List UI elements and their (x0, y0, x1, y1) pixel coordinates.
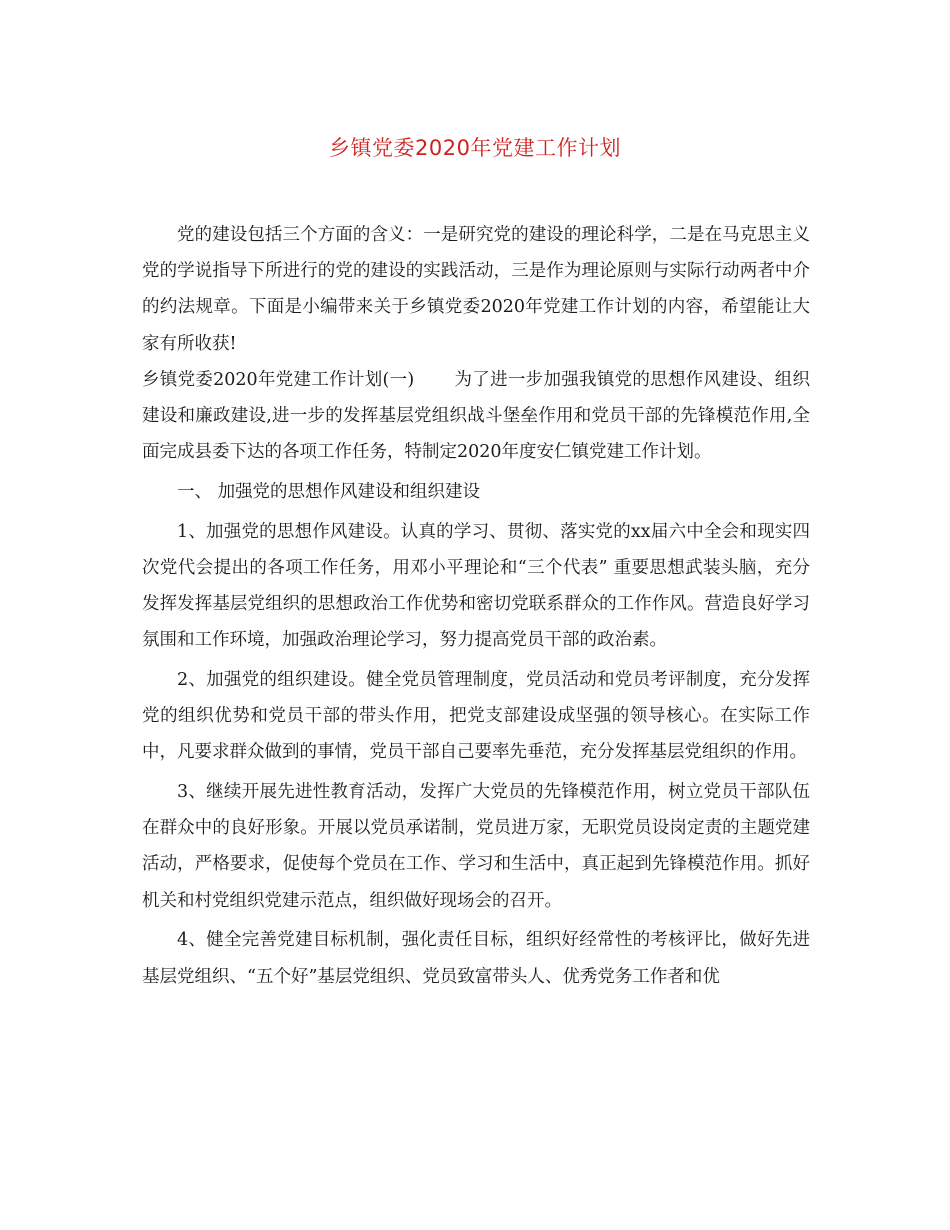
item-2-paragraph: 2、加强党的组织建设。健全党员管理制度，党员活动和党员考评制度，充分发挥党的组织优势和党员干部的带头作用，把党支部建设成坚强的领导核心。在实际工作中，凡要求群众做到的事情，党员干部自己要率先垂范，充分发挥基层党组织的作用。 (142, 669, 810, 763)
section-one-heading: 一、 加强党的思想作风建设和组织建设 (177, 481, 481, 502)
document-title: 乡镇党委2020年党建工作计划 (329, 136, 621, 160)
plan-heading: 乡镇党委2020年党建工作计划(一) (142, 369, 415, 390)
document-body (142, 217, 810, 995)
intro-paragraph: 党的建设包括三个方面的含义：一是研究党的建设的理论科学，二是在马克思主义党的学说指导下所进行的党的建设的实践活动，三是作为理论原则与实际行动两者中介的约法规章。下面是小编带来关于乡镇党委2020年党建工作计划的内容，希望能让大家有所收获! (142, 225, 810, 354)
plan-paragraph (142, 362, 810, 471)
plan-intro: 为了进一步加强我镇党的思想作风建设、组织建设和廉政建设,进一步的发挥基层党组织战斗堡垒作用和党员干部的先锋模范作用,全面完成县委下达的各项工作任务，特制定2020年度安仁镇党建工作计划。 (142, 369, 810, 463)
item-4-paragraph: 4、健全完善党建目标机制，强化责任目标，组织好经常性的考核评比，做好先进基层党组织、“五个好”基层党组织、党员致富带头人、优秀党务工作者和优 (142, 930, 810, 987)
item-1-paragraph: 1、加强党的思想作风建设。认真的学习、贯彻、落实党的xx届六中全会和现实四次党代会提出的各项工作任务，用邓小平理论和“三个代表” 重要思想武装头脑，充分发挥发挥基层党组织的思想政治工作优势和密切党联系群众的工作作风。营造良好学习氛围和工作环境，加强政治理论学习，努力提高党员干部的政治素。 (142, 521, 810, 651)
item-3-paragraph: 3、继续开展先进性教育活动，发挥广大党员的先锋模范作用，树立党员干部队伍在群众中的良好形象。开展以党员承诺制，党员进万家，无职党员设岗定责的主题党建活动，严格要求，促使每个党员在工作、学习和生活中，真正起到先锋模范作用。抓好机关和村党组织党建示范点，组织做好现场会的召开。 (142, 782, 810, 911)
